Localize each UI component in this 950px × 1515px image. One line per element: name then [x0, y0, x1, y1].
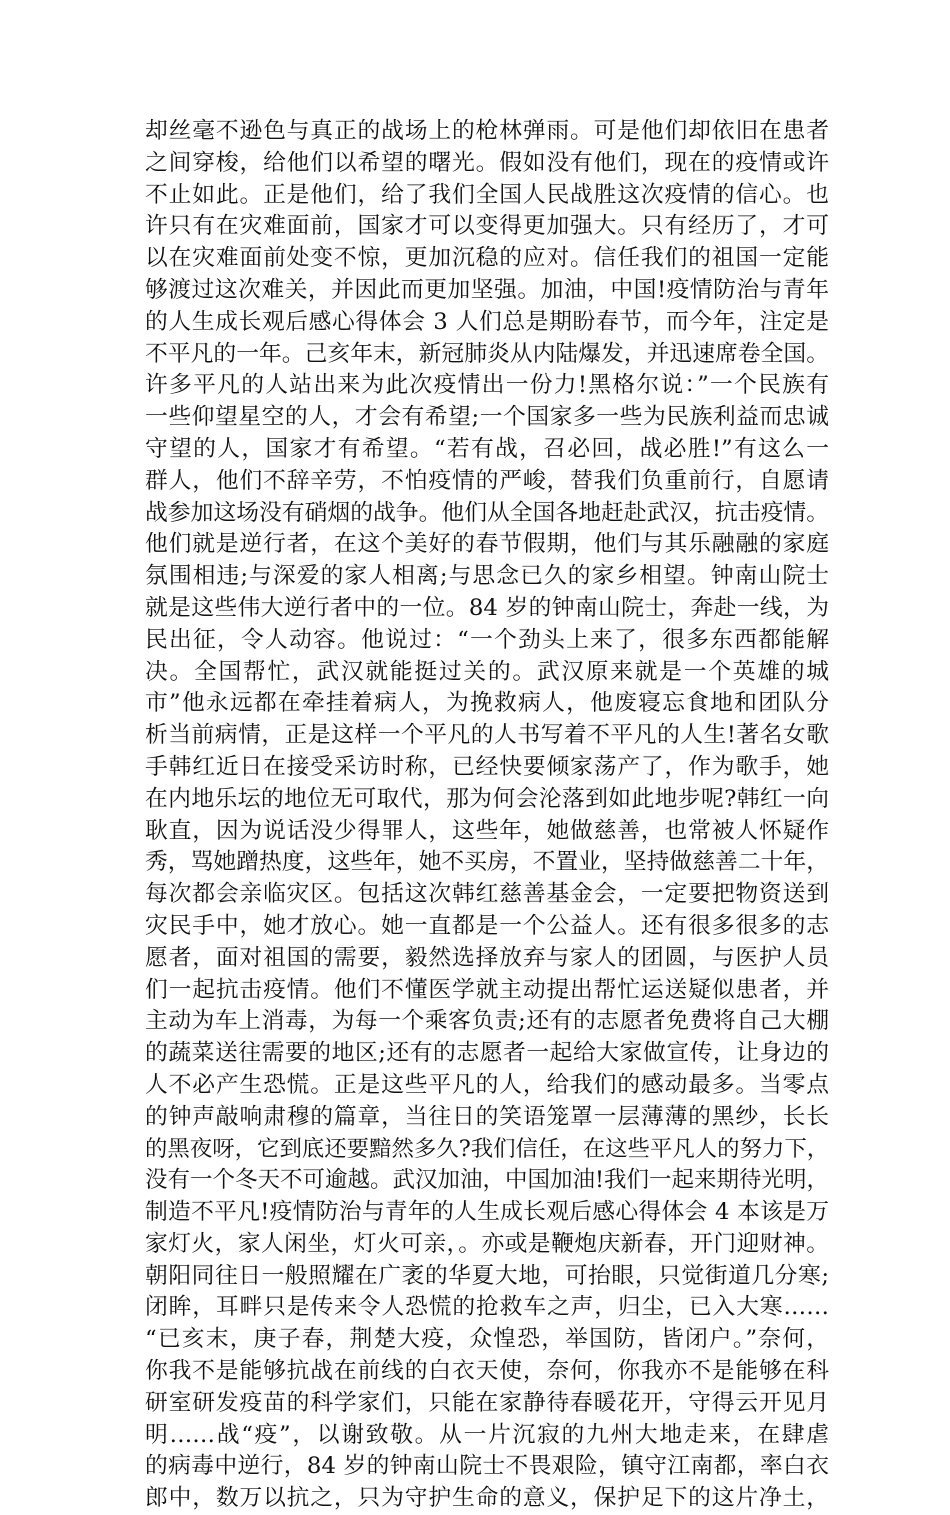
text-line: 群人，他们不辞辛劳，不怕疫情的严峻，替我们负重前行，自愿请: [145, 467, 829, 494]
text-line: 朝阳同往日一般照耀在广袤的华夏大地，可抬眼，只觉街道几分寒;: [145, 1262, 829, 1289]
text-line: 的黑夜呀，它到底还要黯然多久?我们信任，在这些平凡人的努力下，: [145, 1135, 830, 1162]
text-line: 析当前病情，正是这样一个平凡的人书写着不平凡的人生!著名女歌: [145, 722, 829, 749]
text-line: 灾民手中，她才放心。她一直都是一个公益人。还有很多很多的志: [145, 912, 829, 939]
text-line: 以在灾难面前处变不惊，更加沉稳的应对。信任我们的祖国一定能: [145, 245, 829, 272]
text-line: 氛围相违;与深爱的家人相离;与思念已久的家乡相望。钟南山院士: [145, 563, 829, 590]
text-line: 却丝毫不逊色与真正的战场上的枪林弹雨。可是他们却依旧在患者: [145, 118, 829, 144]
text-line: 闭眸，耳畔只是传来令人恐慌的抢救车之声，归尘，已入大寒……: [145, 1294, 829, 1321]
text-line: 愿者，面对祖国的需要，毅然选择放弃与家人的团圆，与医护人员: [145, 944, 829, 971]
text-line: “已亥末，庚子春，荆楚大疫，众惶恐，举国防，皆闭户。”奈何，: [145, 1326, 829, 1353]
text-line: 在内地乐坛的地位无可取代，那为何会沦落到如此地步呢?韩红一向: [145, 785, 829, 812]
text-line: 家灯火，家人闲坐，灯火可亲，。亦或是鞭炮庆新春，开门迎财神。: [145, 1230, 829, 1257]
text-line: 他们就是逆行者，在这个美好的春节假期，他们与其乐融融的家庭: [145, 531, 829, 558]
text-line: 之间穿梭，给他们以希望的曙光。假如没有他们，现在的疫情或许: [145, 149, 829, 176]
text-line: 守望的人，国家才有希望。“若有战，召必回，战必胜!”有这么一: [145, 435, 829, 462]
text-line: 手韩红近日在接受采访时称，已经快要倾家荡产了，作为歌手，她: [145, 753, 829, 780]
text-line: 每次都会亲临灾区。包括这次韩红慈善基金会，一定要把物资送到: [145, 881, 829, 908]
text-line: 郎中，数万以抗之，只为守护生命的意义，保护足下的这片净土，: [145, 1485, 829, 1512]
text-line: 一些仰望星空的人，才会有希望;一个国家多一些为民族利益而忠诚: [145, 404, 829, 431]
text-line: 的人生成长观后感心得体会 3 人们总是期盼春节，而今年，注定是: [145, 308, 829, 335]
text-line: 没有一个冬天不可逾越。武汉加油，中国加油!我们一起来期待光明，: [145, 1167, 830, 1194]
text-line: 决。全国帮忙，武汉就能挺过关的。武汉原来就是一个英雄的城: [145, 658, 829, 685]
text-line: 许只有在灾难面前，国家才可以变得更加强大。只有经历了，才可: [145, 213, 829, 240]
text-line: 们一起抗击疫情。他们不懂医学就主动提出帮忙运送疑似患者，并: [145, 976, 829, 1003]
text-line: 明……战“疫”，以谢致敬。从一片沉寂的九州大地走来，在肆虐: [145, 1421, 829, 1448]
text-line: 的病毒中逆行，84 岁的钟南山院士不畏艰险，镇守江南都，率白衣: [145, 1453, 829, 1480]
text-line: 就是这些伟大逆行者中的一位。84 岁的钟南山院士，奔赴一线，为: [145, 594, 829, 621]
text-line: 主动为车上消毒，为每一个乘客负责;还有的志愿者免费将自己大棚: [145, 1008, 829, 1035]
text-line: 不平凡的一年。己亥年末，新冠肺炎从内陆爆发，并迅速席卷全国。: [145, 340, 829, 367]
text-line: 够渡过这次难关，并因此而更加坚强。加油，中国!疫情防治与青年: [145, 276, 829, 303]
text-line: 人不必产生恐慌。正是这些平凡的人，给我们的感动最多。当零点: [145, 1071, 829, 1098]
text-line: 研室研发疫苗的科学家们，只能在家静待春暖花开，守得云开见月: [145, 1389, 829, 1416]
text-line: 耿直，因为说话没少得罪人，这些年，她做慈善，也常被人怀疑作: [145, 817, 829, 844]
text-line: 民出征，令人动容。他说过：“一个劲头上来了，很多东西都能解: [145, 626, 829, 653]
text-line: 不止如此。正是他们，给了我们全国人民战胜这次疫情的信心。也: [145, 181, 829, 208]
text-line: 秀，骂她蹭热度，这些年，她不买房，不置业，坚持做慈善二十年，: [145, 849, 829, 876]
text-line: 市”他永远都在牵挂着病人，为挽救病人，他废寝忘食地和团队分: [145, 690, 829, 717]
text-line: 制造不平凡!疫情防治与青年的人生成长观后感心得体会 4 本该是万: [145, 1199, 829, 1226]
text-line: 你我不是能够抗战在前线的白衣天使，奈何，你我亦不是能够在科: [145, 1358, 829, 1385]
text-line: 战参加这场没有硝烟的战争。他们从全国各地赶赴武汉，抗击疫情。: [145, 499, 829, 526]
text-line: 的蔬菜送往需要的地区;还有的志愿者一起给大家做宣传，让身边的: [145, 1040, 829, 1067]
text-line: 许多平凡的人站出来为此次疫情出一份力!黑格尔说：”一个民族有: [145, 372, 829, 399]
text-line: 的钟声敲响肃穆的篇章，当往日的笑语笼罩一层薄薄的黑纱，长长: [145, 1103, 829, 1130]
body-text: [145, 116, 829, 1515]
